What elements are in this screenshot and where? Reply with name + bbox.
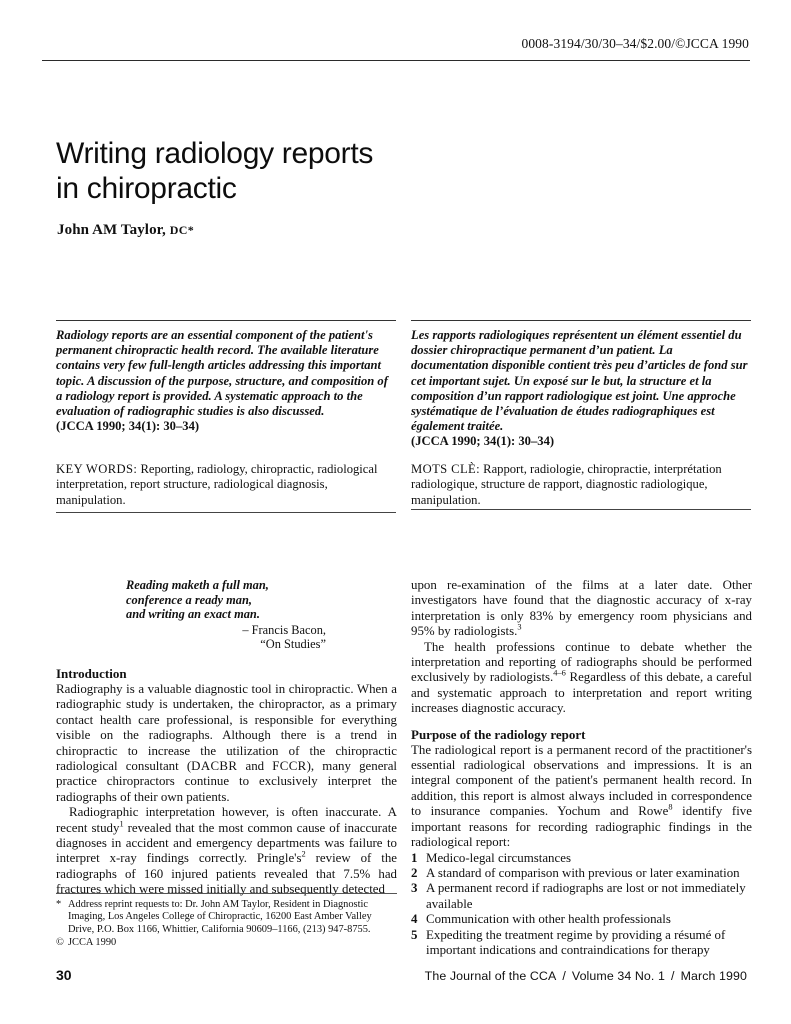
footer-journal: The Journal of the CCA (424, 969, 557, 983)
issn-code: 0008-3194/30/30–34/$2.00/©JCCA 1990 (521, 36, 749, 51)
footnote-copyright-text: JCCA 1990 (68, 937, 117, 949)
author-name: John AM Taylor, (57, 222, 170, 238)
keywords-french (411, 462, 751, 508)
right-p3-part-a: The radiological report is a permanent record of the practitioner's essential radiological observations and impressions. It is an integral component of the patient's permanent health record. In addition, this report is almost always included in correspondence to insurance companies. Yochum and Rowe (411, 742, 752, 819)
copyright-icon: © (56, 937, 64, 949)
section-heading-purpose: Purpose of the radiology report (411, 726, 586, 742)
section-heading-introduction: Introduction (56, 665, 127, 681)
keywords-english (56, 462, 396, 508)
footnote-block (56, 899, 397, 950)
footnote-copyright (56, 937, 397, 949)
epigraph-line-1: Reading maketh a full man, (126, 578, 269, 592)
author-credentials: DC* (169, 223, 194, 237)
keywords-english-label: KEY WORDS: (56, 462, 138, 476)
keywords-french-label: MOTS CLÈ: (411, 462, 481, 476)
left-p1-abbr-fccr: FCCR (272, 759, 307, 773)
list-item: Communication with other health professionals (426, 912, 671, 927)
title-line-2: in chiropractic (56, 171, 237, 205)
epigraph-attribution-block (126, 623, 326, 652)
footer-separator-1: / (562, 969, 566, 983)
right-p2-part-a: The health professions continue to debate whether the interpretation and reporting of radiographs should be performed exclusively by radiologists. (411, 639, 752, 685)
abstract-english-citation: (JCCA 1990; 34(1): 30–34) (56, 419, 200, 434)
left-p2-part-a: Radiographic interpretation however, is often inaccurate. A recent study (56, 805, 397, 835)
keywords-english-text: Reporting, radiology, chiropractic, radiological interpretation, report structure, radiological diagnosis, manipulation. (56, 462, 378, 507)
reference-marker-2: 2 (301, 850, 306, 860)
epigraph-line-3: and writing an exact man. (126, 607, 260, 622)
abstract-english-text: Radiology reports are an essential component of the patient's permanent chiropractic health record. The available literature contains very few full-length articles addressing this important topic. A discussion of the purpose, structure, and composition of a radiology report is provided. A systematic approach to the evaluation of radiographic studies is also discussed. (56, 328, 388, 419)
footnote-rule (56, 893, 397, 894)
footnote-marker: * (56, 899, 62, 910)
keywords-rule-left (56, 512, 396, 513)
right-paragraph-1 (411, 578, 752, 640)
list-item: A permanent record if radiographs are lost or not immediately available (426, 881, 746, 911)
page-number: 30 (56, 967, 72, 983)
footer-separator-2: / (671, 969, 675, 983)
title-line-1: Writing radiology reports (56, 137, 374, 170)
abstract-french (411, 320, 751, 450)
body-column-left (56, 578, 397, 898)
footer-citation (425, 969, 747, 983)
abstract-english (56, 320, 396, 434)
footer-date: March 1990 (680, 969, 747, 983)
right-paragraph-3 (411, 743, 752, 851)
spacer (411, 717, 752, 727)
left-p2-part-c: review of the radiographs of 160 injured patients revealed that 7.5% had fractures which were missed initially and subsequently detected (56, 851, 397, 897)
left-p1-part-a: Radiography is a valuable diagnostic tool in chiropractic. When a radiographic study is undertaken, the chiropractor, as a primary contact health care professional, is responsible for everything visible on the radiographs. Although there is a trend in chiropractic to increase the utilization of the chiropractic radiological consultant ( (56, 681, 397, 773)
keywords-french-text: Rapport, radiologie, chiropractie, interprétation radiologique, structure de rapport, diagnostic radiologique, manipulation. (411, 462, 722, 507)
article-author (57, 222, 194, 239)
left-p1-part-c: ), many general practice chiropractors continue to exclusively interpret the radiographs of their own patients. (56, 759, 398, 804)
list-item: A standard of comparison with previous or later examination (426, 865, 740, 880)
abstract-rule-left (56, 320, 396, 321)
abstract-french-citation: (JCCA 1990; 34(1): 30–34) (411, 434, 555, 449)
epigraph-source: “On Studies” (260, 637, 326, 652)
left-p2-part-b: revealed that the most common cause of inaccurate diagnoses in accident and emergency departments was failure to interpret x-ray findings correctly. Pringle's (56, 820, 397, 866)
footnote-address (56, 899, 397, 936)
reasons-list (411, 851, 752, 959)
right-paragraph-2 (411, 640, 752, 717)
left-p1-abbr-dacbr: DACBR (191, 759, 238, 773)
left-paragraph-2 (56, 805, 397, 897)
right-p1-part-a: upon re-examination of the films at a later date. Other investigators have found that the diagnostic accuracy of x-ray interpretation is only 83% by emergency room physicians and 95% by radiologists. (411, 578, 752, 639)
body-column-right (411, 578, 752, 958)
spacer (56, 652, 397, 666)
list-item: Medico-legal circumstances (426, 850, 571, 865)
footer-volume: Volume 34 No. 1 (571, 969, 666, 983)
list-item: Expediting the treatment regime by providing a résumé of important indications and contraindications for therapy (426, 927, 726, 957)
page-title (56, 137, 436, 207)
keywords-rule-right (411, 509, 751, 510)
footnote-address-text: Address reprint requests to: Dr. John AM Taylor, Resident in Diagnostic Imaging, Los Angeles College of Chiropractic, 16200 East Amber Valley Drive, P.O. Box 1166, Whittier, California 90609–1166, (213) 947-8755. (68, 899, 372, 935)
right-p3-part-b: identify five important reasons for recording radiographic findings in the radiological report: (411, 804, 752, 850)
reference-marker-4-6: 4–6 (553, 669, 566, 679)
epigraph-attribution: – Francis Bacon, (242, 622, 326, 637)
right-p2-part-b: Regardless of this debate, a careful and systematic approach to interpretation and report writing increases diagnostic accuracy. (411, 670, 753, 716)
reference-marker-1: 1 (119, 819, 124, 829)
left-p1-part-b: and (237, 759, 273, 773)
abstract-french-text: Les rapports radiologiques représentent un élément essentiel du dossier chiropractique permanent d’un patient. La documentation disponible contient très peu d’articles de fond sur cet important sujet. Un exposé sur le but, la structure et la composition d’un rapport radiologique est joint. Une approche systématique de l’évaluation de études radiographiques est également traitée. (411, 328, 748, 434)
reference-marker-3: 3 (517, 622, 522, 632)
left-paragraph-1 (56, 682, 397, 805)
epigraph (126, 578, 326, 652)
reference-marker-8: 8 (668, 802, 673, 812)
epigraph-line-2: conference a ready man, (126, 592, 252, 607)
header-rule (42, 60, 750, 61)
abstract-rule-right (411, 320, 751, 321)
